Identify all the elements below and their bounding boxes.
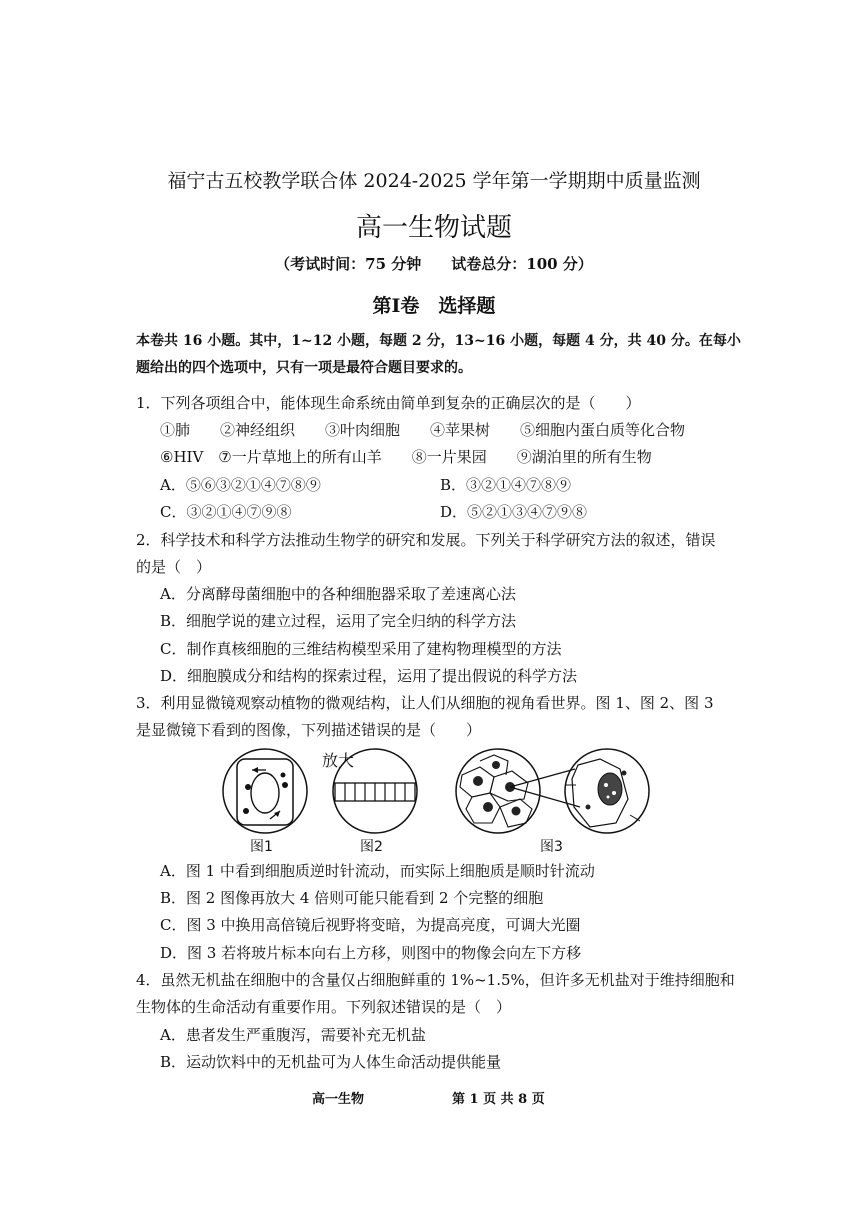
q3-option-b: B．图 2 图像再放大 4 倍则可能只能看到 2 个完整的细胞 — [160, 889, 544, 907]
q3-stem-line-2: 是显微镜下看到的图像，下列描述错误的是（ ） — [136, 721, 482, 739]
q3-option-a: A．图 1 中看到细胞质逆时针流动，而实际上细胞质是顺时针流动 — [160, 862, 595, 880]
q2-stem-line-1: 2．科学技术和科学方法推动生物学的研究和发展。下列关于科学研究方法的叙述，错误 — [136, 531, 716, 549]
q4-stem-line-1: 4．虽然无机盐在细胞中的含量仅占细胞鲜重的 1%~1.5%，但许多无机盐对于维持细胞和 — [136, 971, 735, 989]
fig3-caption: 图3 — [540, 839, 563, 855]
q1-items-line-1: ①肺 ②神经组织 ③叶肉细胞 ④苹果树 ⑤细胞内蛋白质等化合物 — [160, 421, 686, 439]
fig3-magnify-label: 放大 — [322, 751, 355, 770]
q3-figures — [210, 745, 650, 860]
q1-option-c: C．③②①④⑦⑨⑧ — [160, 503, 292, 521]
q2-option-c: C．制作真核细胞的三维结构模型采用了建构物理模型的方法 — [160, 640, 562, 658]
q2-option-b: B．细胞学说的建立过程，运用了完全归纳的科学方法 — [160, 612, 517, 630]
q3-stem-line-1: 3．利用显微镜观察动植物的微观结构，让人们从细胞的视角看世界。图 1、图 2、图 3 — [136, 694, 714, 712]
q2-option-a: A．分离酵母菌细胞中的各种细胞器采取了差速离心法 — [160, 585, 516, 603]
footer-page-info: 第 1 页 共 8 页 — [452, 1092, 545, 1107]
q1-option-d: D．⑤②①③④⑦⑨⑧ — [440, 503, 588, 521]
section-title: 第Ⅰ卷 选择题 — [372, 295, 496, 317]
figure-3-high-magnification — [565, 749, 649, 833]
q3-option-c: C．图 3 中换用高倍镜后视野将变暗，为提高亮度，可调大光圈 — [160, 916, 581, 934]
q4-option-a: A．患者发生严重腹泻，需要补充无机盐 — [160, 1026, 426, 1044]
q1-option-b: B．③②①④⑦⑧⑨ — [440, 476, 572, 494]
q1-items-line-2: ⑥HIV ⑦一片草地上的所有山羊 ⑧一片果园 ⑨湖泊里的所有生物 — [160, 448, 652, 466]
subject-title: 高一生物试题 — [355, 213, 512, 243]
q2-option-d: D．细胞膜成分和结构的探索过程，运用了提出假说的科学方法 — [160, 667, 578, 685]
exam-info: （考试时间：75 分钟 试卷总分：100 分） — [275, 255, 593, 273]
instructions-line-1: 本卷共 16 小题。其中，1~12 小题，每题 2 分，13~16 小题，每题 4 分，共 40 分。在每小 — [136, 333, 741, 349]
fig1-caption: 图1 — [250, 839, 273, 855]
footer-subject: 高一生物 — [312, 1092, 365, 1107]
figure-1-cell-cytoplasm — [223, 749, 307, 833]
q1-option-a: A．⑤⑥③②①④⑦⑧⑨ — [160, 476, 321, 494]
exam-title: 福宁古五校教学联合体 2024-2025 学年第一学期期中质量监测 — [167, 170, 701, 192]
fig2-caption: 图2 — [360, 839, 383, 855]
figure-3-low-magnification — [456, 749, 580, 833]
q3-option-d: D．图 3 若将玻片标本向右上方移，则图中的物像会向左下方移 — [160, 944, 582, 962]
instructions-line-2: 题给出的四个选项中，只有一项是最符合题目要求的。 — [136, 360, 472, 376]
q4-option-b: B．运动饮料中的无机盐可为人体生命活动提供能量 — [160, 1053, 502, 1071]
q2-stem-line-2: 的是（ ） — [136, 558, 212, 576]
q1-stem: 1．下列各项组合中，能体现生命系统由简单到复杂的正确层次的是（ ） — [136, 394, 641, 412]
q4-stem-line-2: 生物体的生命活动有重要作用。下列叙述错误的是（ ） — [136, 998, 512, 1016]
